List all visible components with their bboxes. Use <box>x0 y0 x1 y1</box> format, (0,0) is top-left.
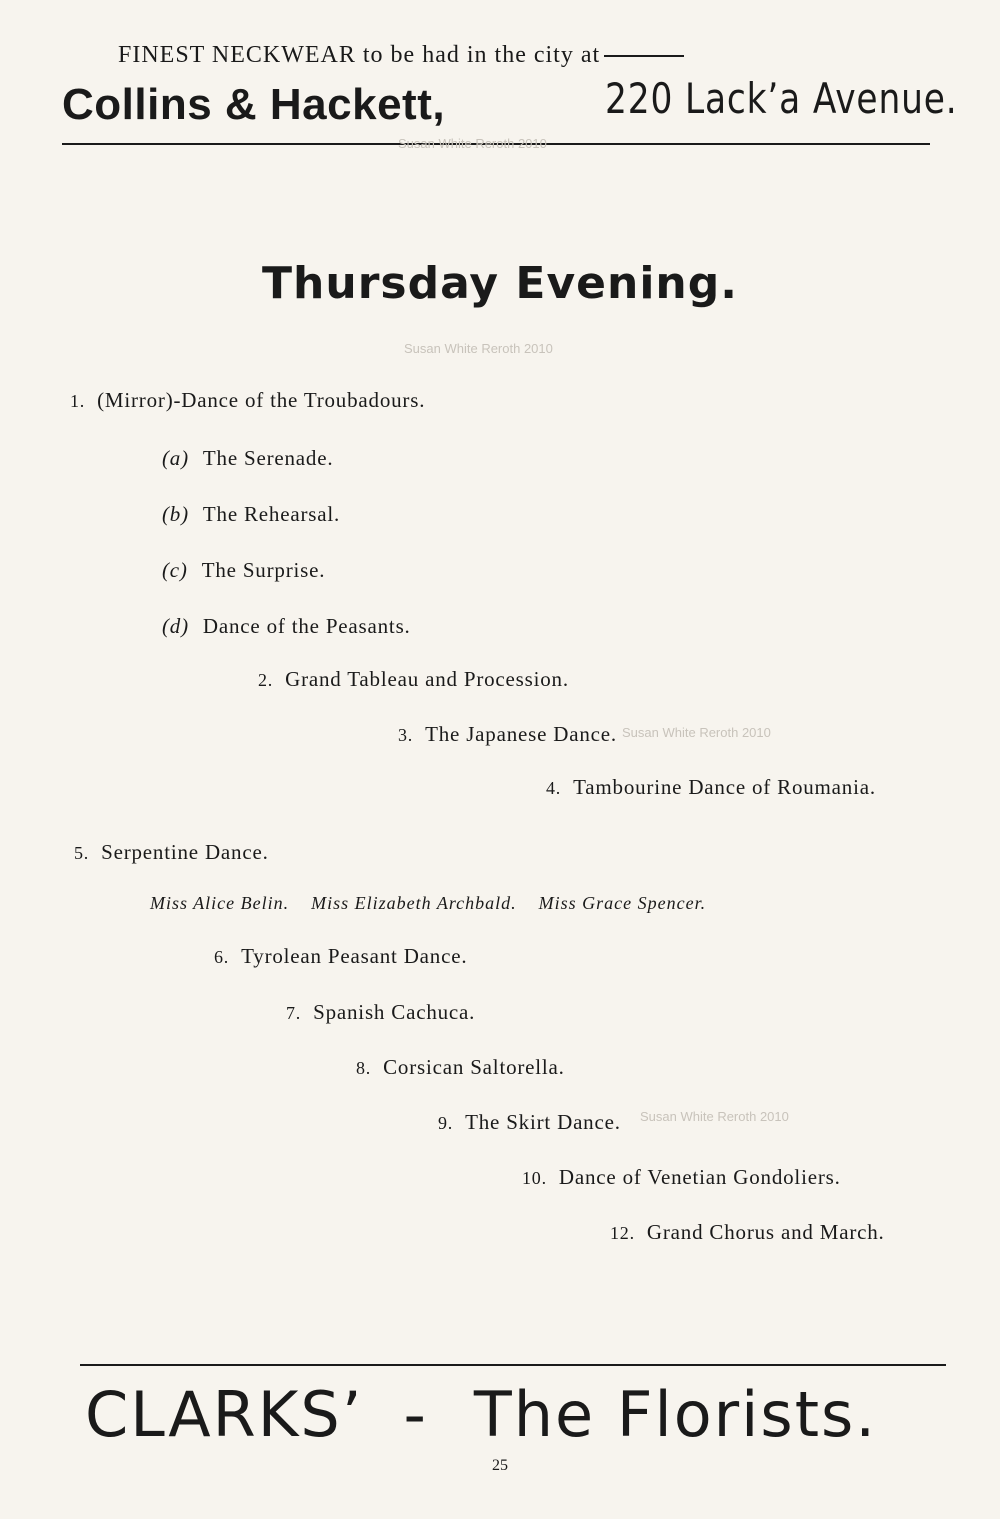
item-text: Corsican Saltorella. <box>383 1055 565 1079</box>
watermark: Susan White Reroth 2010 <box>622 725 771 740</box>
header-ad-firm-name: Collins & Hackett, <box>62 80 446 129</box>
item-text: The Japanese Dance. <box>425 722 617 746</box>
dash-rule <box>604 55 684 57</box>
item-text: The Skirt Dance. <box>465 1110 621 1134</box>
program-item-4 <box>546 775 876 800</box>
item-number: 8. <box>356 1058 372 1078</box>
item-number: 2. <box>258 670 274 690</box>
item-number: 12. <box>610 1223 635 1243</box>
watermark: Susan White Reroth 2010 <box>404 341 553 356</box>
program-subitem-c <box>162 558 325 583</box>
header-ad-tagline <box>118 42 684 69</box>
program-item-1 <box>70 388 425 413</box>
performer-name: Miss Alice Belin. <box>150 893 290 913</box>
page-number: 25 <box>492 1457 508 1474</box>
program-item-6 <box>214 944 467 969</box>
item-number: 7. <box>286 1003 302 1023</box>
footer-ad <box>85 1378 877 1451</box>
item-text: Dance of Venetian Gondoliers. <box>558 1165 841 1189</box>
performer-name: Miss Grace Spencer. <box>538 893 707 913</box>
performers-list <box>150 893 728 914</box>
item-number: 5. <box>74 843 90 863</box>
item-text: Tyrolean Peasant Dance. <box>241 944 468 968</box>
program-subitem-a <box>162 446 333 471</box>
performer-name: Miss Elizabeth Archbald. <box>311 893 517 913</box>
program-item-7 <box>286 1000 475 1025</box>
footer-ad-name: CLARKS’ <box>85 1378 364 1451</box>
program-item-3 <box>398 722 617 747</box>
watermark: Susan White Reroth 2010 <box>398 136 547 151</box>
subitem-text: The Rehearsal. <box>202 502 341 526</box>
item-text: Grand Chorus and March. <box>646 1220 885 1244</box>
footer-ad-tagline: The Florists. <box>473 1378 878 1451</box>
subitem-text: The Serenade. <box>202 446 334 470</box>
item-number: 6. <box>214 947 230 967</box>
item-text: Tambourine Dance of Roumania. <box>573 775 876 799</box>
program-item-8 <box>356 1055 565 1080</box>
subitem-label: (d) <box>162 614 189 638</box>
item-text: Serpentine Dance. <box>101 840 269 864</box>
subitem-text: The Surprise. <box>201 558 326 582</box>
subitem-label: (b) <box>162 502 189 526</box>
program-item-5 <box>74 840 269 865</box>
program-subitem-d <box>162 614 411 639</box>
footer-ad-separator: - <box>403 1378 428 1451</box>
item-text: Grand Tableau and Procession. <box>285 667 569 691</box>
subitem-text: Dance of the Peasants. <box>202 614 411 638</box>
item-number: 4. <box>546 778 562 798</box>
program-subitem-b <box>162 502 340 527</box>
header-ad-address: 220 Lack’a Avenue. <box>605 74 958 123</box>
program-item-2 <box>258 667 569 692</box>
page-title: Thursday Evening. <box>262 258 738 309</box>
subitem-label: (a) <box>162 446 189 470</box>
item-text: (Mirror)-Dance of the Troubadours. <box>97 388 426 412</box>
program-item-9 <box>438 1110 621 1135</box>
item-number: 9. <box>438 1113 454 1133</box>
footer-divider <box>80 1364 946 1366</box>
header-ad-tagline-text: FINEST NECKWEAR to be had in the city at <box>118 42 601 68</box>
watermark: Susan White Reroth 2010 <box>640 1109 789 1124</box>
item-number: 1. <box>70 391 86 411</box>
program-item-10 <box>522 1165 841 1190</box>
program-item-12 <box>610 1220 885 1245</box>
item-text: Spanish Cachuca. <box>313 1000 476 1024</box>
item-number: 10. <box>522 1168 547 1188</box>
subitem-label: (c) <box>162 558 188 582</box>
item-number: 3. <box>398 725 414 745</box>
